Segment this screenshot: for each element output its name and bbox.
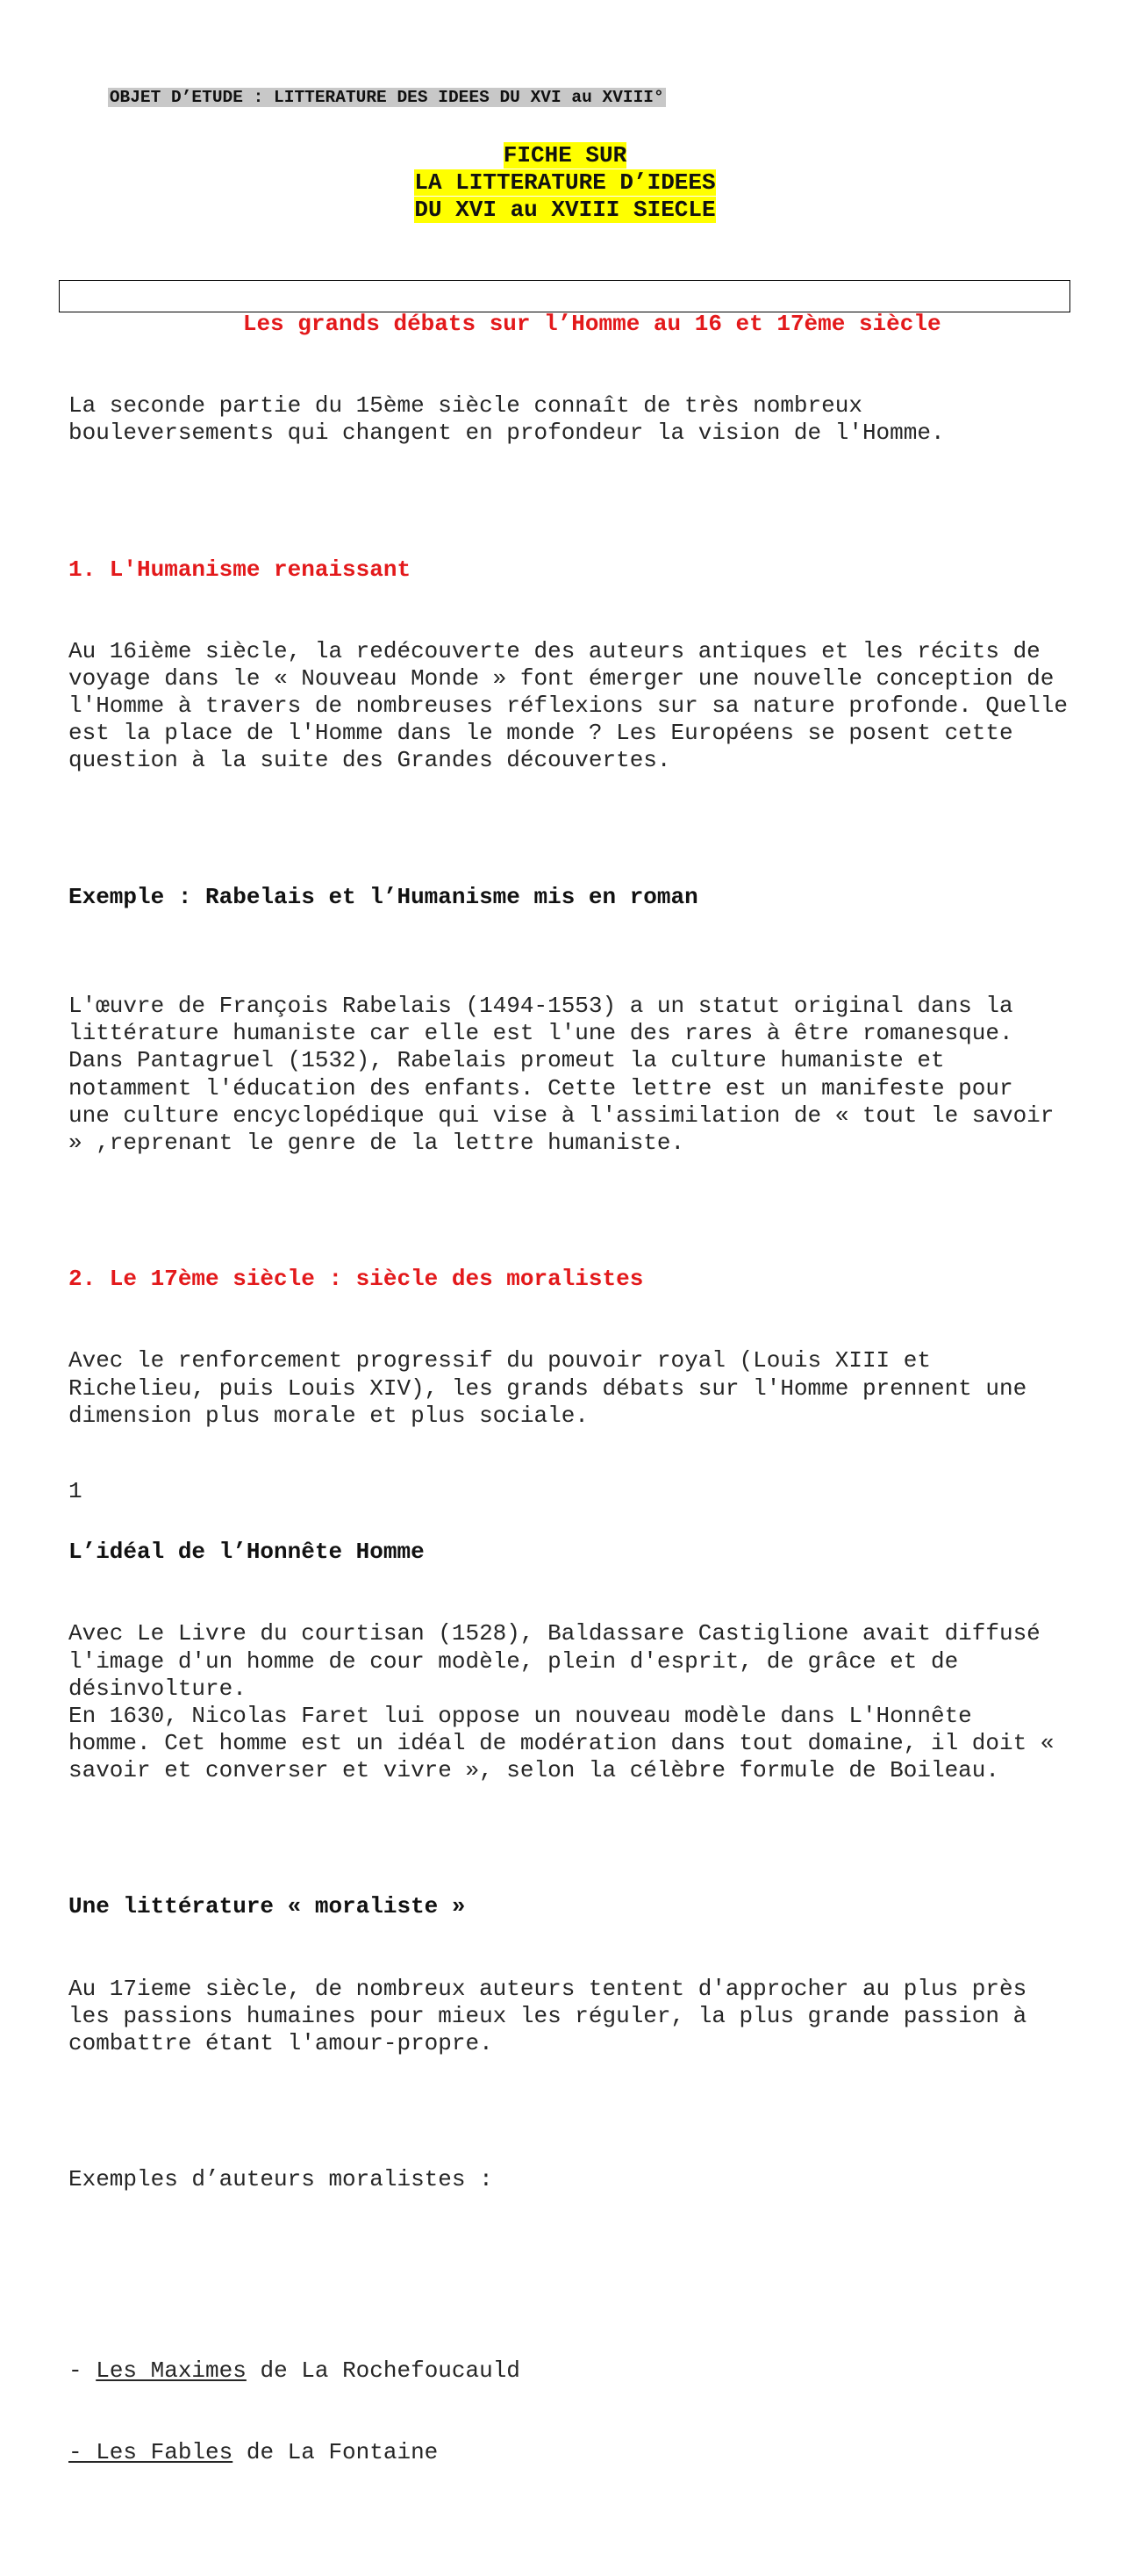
list-item-prefix: - bbox=[68, 2357, 97, 2384]
list-item-title: - Les Fables bbox=[68, 2439, 233, 2466]
paragraph-litterature-moraliste: Au 17ieme siècle, de nombreux auteurs tentent d'approcher au plus près les passions humaines pour mieux les réguler, la plus grande passion à combattre étant l'amour-propre. bbox=[68, 1975, 1027, 2056]
title-line-1-text: FICHE SUR bbox=[503, 142, 627, 169]
paragraph-17eme-siecle: Avec le renforcement progressif du pouvoir royal (Louis XIII et Richelieu, puis Louis XIV), les grands débats sur l'Homme prennent une dimension plus morale et plus sociale. bbox=[68, 1347, 1027, 1429]
paragraph-rabelais: L'œuvre de François Rabelais (1494-1553) a un statut original dans la littérature humaniste car elle est l'une des rares à être romanesque. Dans Pantagruel (1532), Rabelais promeut la culture humaniste et notamment l'éducation des enfants. Cette lettre est un manifeste pour une culture encyclopédique qui vise à l'assimilation de « tout le savoir » ,reprenant le genre de la lettre humaniste. bbox=[68, 993, 1055, 1156]
example-heading-rabelais: Exemple : Rabelais et l’Humanisme mis en roman bbox=[68, 883, 698, 910]
section-title: Les grands débats sur l’Homme au 16 et 17ème siècle bbox=[242, 311, 941, 337]
study-object-label: OBJET D’ETUDE : LITTERATURE DES IDEES DU XVI au XVIII° bbox=[109, 88, 664, 107]
heading-honnete-homme: L’idéal de l’Honnête Homme bbox=[68, 1539, 425, 1566]
section-title-box bbox=[59, 280, 1070, 337]
title-line-2-text: LA LITTERATURE D’IDEES bbox=[414, 169, 716, 197]
page-number: 1 bbox=[68, 1478, 82, 1504]
paragraph-humanisme: Au 16ième siècle, la redécouverte des auteurs antiques et les récits de voyage dans le « Nouveau Monde » font émerger une nouvelle conception de l'Homme à travers de nombreuses réflexions sur sa nature profonde. Quelle est la place de l'Homme dans le monde ? Les Européens se posent cette question à la suite des Grandes découvertes. bbox=[68, 638, 1068, 774]
heading-17eme-siecle: 2. Le 17ème siècle : siècle des moralistes bbox=[68, 1266, 644, 1293]
examples-label: Exemples d’auteurs moralistes : bbox=[68, 2166, 493, 2193]
list-item bbox=[68, 2357, 1112, 2385]
study-object-header bbox=[67, 68, 666, 128]
title-line-3 bbox=[60, 197, 1070, 224]
document-title bbox=[60, 142, 1070, 224]
heading-litterature-moraliste: Une littérature « moraliste » bbox=[68, 1893, 466, 1920]
examples-list bbox=[68, 2303, 1112, 2522]
title-line-3-text: DU XVI au XVIII SIECLE bbox=[414, 197, 716, 224]
list-item-author: de La Fontaine bbox=[232, 2439, 439, 2466]
paragraph-honnete-homme: Avec Le Livre du courtisan (1528), Baldassare Castiglione avait diffusé l'image d'un homme de cour modèle, plein d'esprit, de grâce et de désinvolture. En 1630, Nicolas Faret lui oppose un nouveau modèle dans L'Honnête homme. Cet homme est un idéal de modération dans tout domaine, il doit « savoir et converser et vivre », selon la célèbre formule de Boileau. bbox=[68, 1620, 1055, 1783]
document-body bbox=[68, 338, 1112, 2576]
list-item-title: Les Maximes bbox=[96, 2357, 247, 2384]
list-item-author: de La Rochefoucauld bbox=[246, 2357, 520, 2384]
heading-humanisme: 1. L'Humanisme renaissant bbox=[68, 556, 411, 583]
title-line-1 bbox=[60, 142, 1070, 169]
intro-paragraph: La seconde partie du 15ème siècle connaît de très nombreux bouleversements qui changent en profondeur la vision de l'Homme. bbox=[68, 392, 945, 447]
title-line-2 bbox=[60, 169, 1070, 197]
list-item bbox=[68, 2439, 1112, 2466]
